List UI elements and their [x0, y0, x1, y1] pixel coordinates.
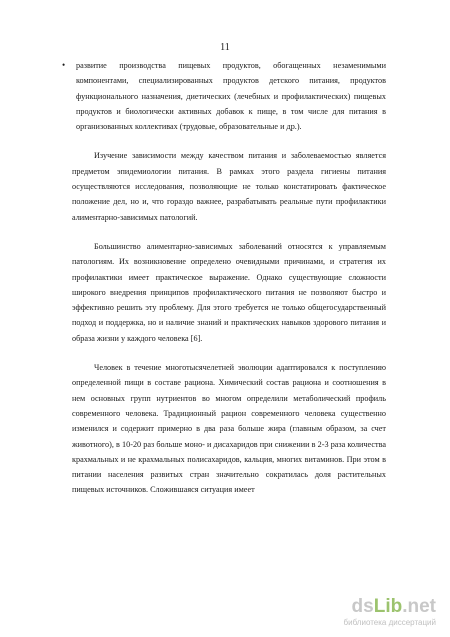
watermark-subtitle: библиотека диссертаций: [343, 618, 436, 627]
page-number: 11: [220, 42, 230, 53]
list-item: [62, 58, 386, 134]
bullet-icon: •: [62, 60, 66, 70]
list-item-text: развитие производства пищевых продуктов, обогащенных незаменимыми компонентами, специализированных продуктов детского питания, продуктов функционального назначения, диетических (лечебных и профилактических) пищевых продуктов и биологически активных добавок к пище, в том числе для питания в организованных коллективах (трудовые, образовательные и др.).: [76, 61, 386, 132]
paragraph: Человек в течение многотысячелетней эволюции адаптировался к поступлению определенной пищи в составе рациона. Химический состав рациона и соотношения в нем основных групп нутриентов во многом определили метаболический профиль современного человека. Традиционный рацион современного человека существенно изменился и содержит примерно в два раза больше жира (главным образом, за счет животного), в 10-20 раз больше моно- и дисахаридов при снижении в 2-3 раза количества крахмальных и не крахмальных полисахаридов, кальция, многих витаминов. При этом в питании населения развитых стран значительно сократилась доля растительных пищевых источников. Сложившаяся ситуация имеет: [72, 363, 386, 495]
watermark-title: dsLib.net: [351, 596, 436, 617]
paragraph: Изучение зависимости между качеством питания и заболеваемостью является предметом эпидемиологии питания. В рамках этого раздела гигиены питания осуществляются исследования, позволяющие не только констатировать фактическое положение дел, но и, что гораздо важнее, разрабатывать реальные пути профилактики алиментарно-зависимых патологий.: [72, 151, 386, 222]
watermark-logo: [316, 597, 436, 627]
document-body: [62, 58, 386, 498]
paragraph: Большинство алиментарно-зависимых заболеваний относятся к управляемым патологиям. Их возникновение определено очевидными причинами, и стратегия их профилактики имеет практическое выражение. Однако существующие сложности широкого внедрения принципов профилактического питания не позволяют быстро и эффективно решить эту проблему. Для этого требуется не только общегосударственный подход и поддержка, но и наличие знаний и практических навыков здорового питания и образа жизни у каждого человека [6].: [72, 241, 386, 343]
